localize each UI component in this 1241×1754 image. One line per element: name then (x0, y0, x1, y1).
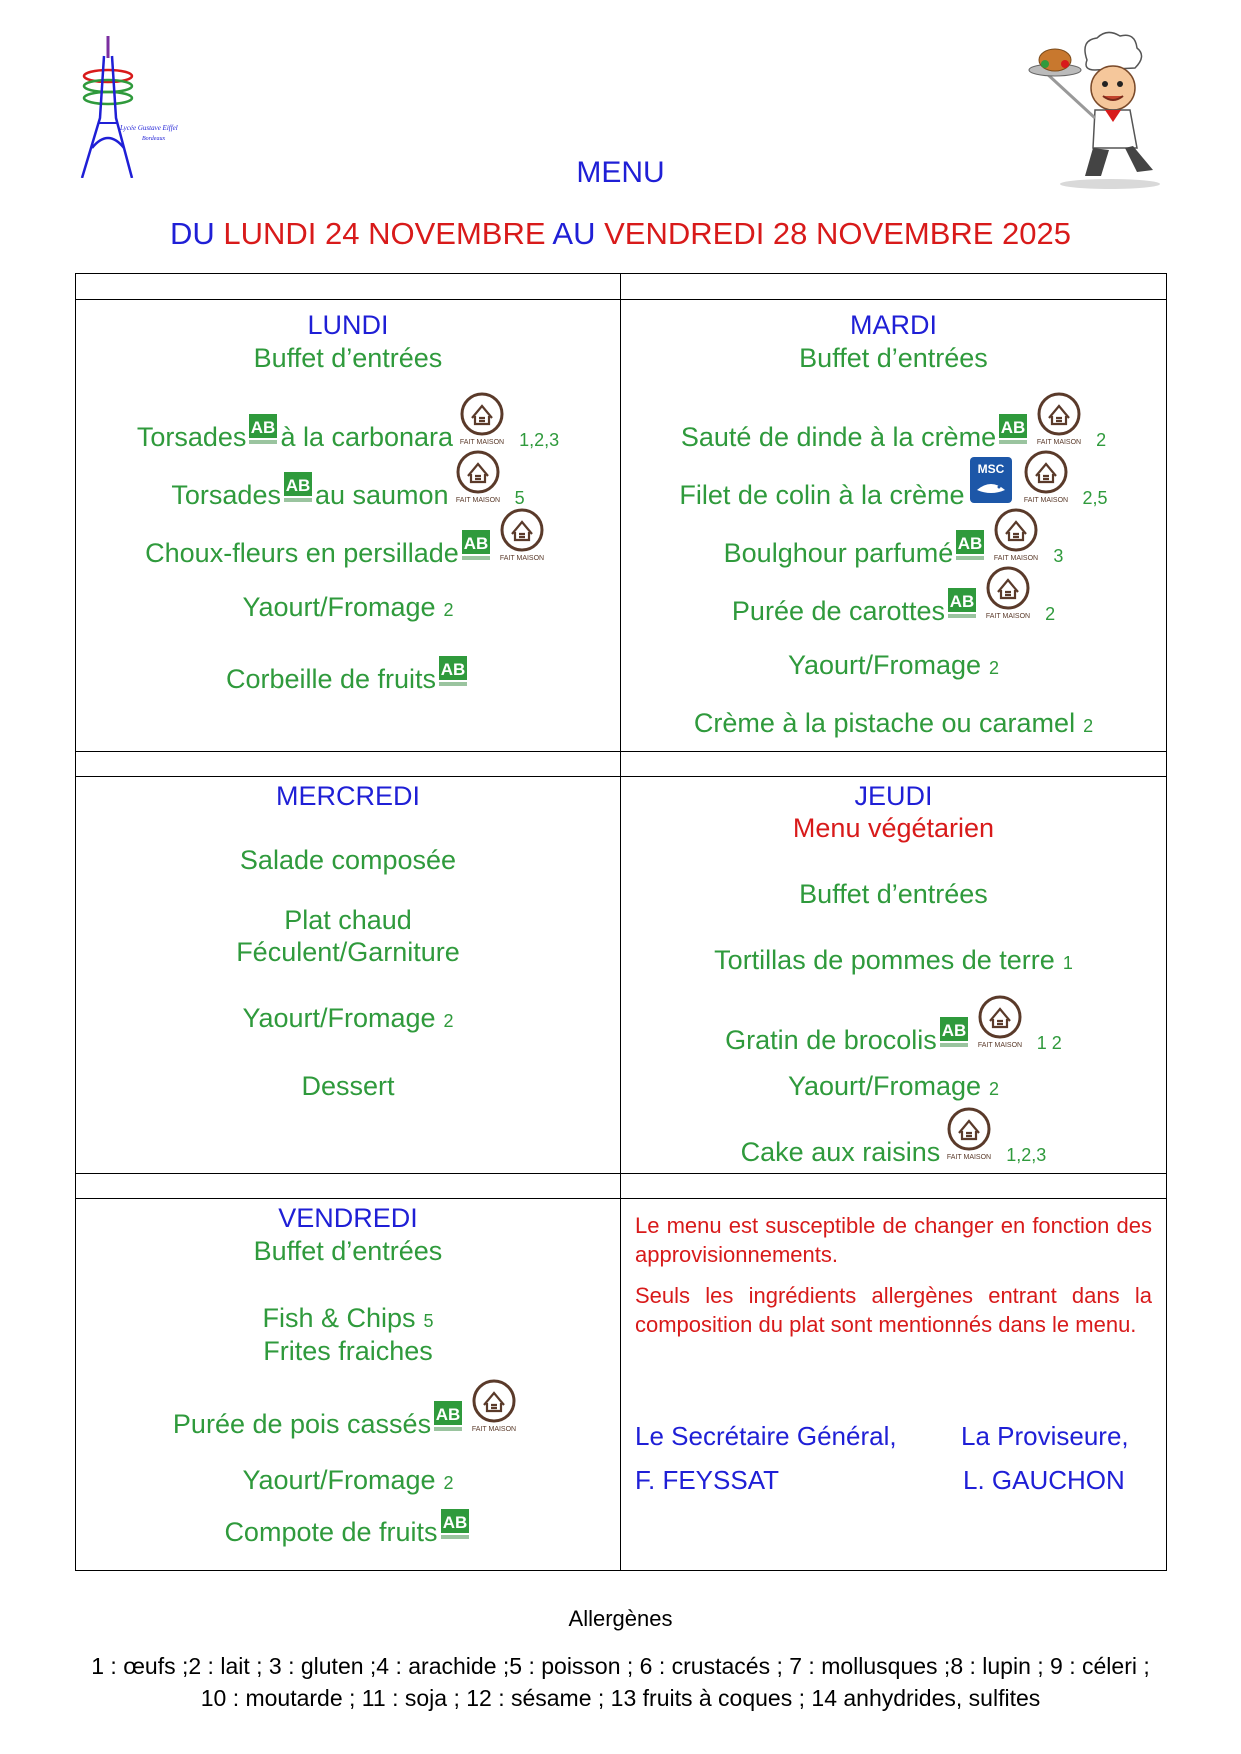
fait-maison-icon (455, 392, 509, 453)
svg-text:AB: AB (949, 592, 975, 611)
allergen-codes: 2 (443, 1011, 454, 1031)
fait-maison-icon (1019, 450, 1073, 511)
monday-dish-1: Torsades AB à la carbonara FAIT MAISON 1,2,3 (76, 392, 620, 453)
day-tuesday: MARDI (850, 310, 937, 340)
allergen-codes: 2 (1096, 430, 1107, 450)
allergen-codes: 2,5 (1082, 488, 1108, 508)
fait-maison-icon (495, 508, 549, 569)
tuesday-dish-1: Sauté de dinde à la crème AB FAIT MAISON 2 (621, 392, 1166, 453)
allergen-codes: 2 (1045, 604, 1056, 624)
day-monday: LUNDI (307, 310, 389, 340)
bio-ab-icon (283, 468, 313, 511)
tuesday-dish-2: Filet de colin à la crème MSC FAIT MAISON 2,5 (621, 450, 1166, 511)
school-name: Lycée Gustave Eiffel (120, 124, 178, 132)
bio-ab-icon (998, 410, 1028, 453)
allergens-title: Allergènes (568, 1606, 673, 1631)
signature-name-2: L. GAUCHON (963, 1465, 1125, 1495)
wednesday-dessert: Dessert (301, 1071, 395, 1101)
bio-ab-icon (438, 652, 468, 695)
range-du: DU (169, 216, 215, 251)
friday-cell (76, 1199, 621, 1571)
menu-title: MENU (576, 156, 665, 189)
fait-maison-icon (451, 450, 505, 511)
svg-text:FAIT MAISON: FAIT MAISON (985, 613, 1031, 620)
allergen-codes: 1 2 (1036, 1033, 1062, 1053)
fait-maison-icon (942, 1107, 996, 1168)
wednesday-dairy: Yaourt/Fromage 2 (242, 1003, 454, 1033)
friday-dessert: Compote de fruits AB (76, 1505, 620, 1548)
date-range (0, 216, 1241, 252)
svg-text:AB: AB (442, 1513, 467, 1532)
monday-starter: Buffet d’entrées (253, 343, 443, 373)
allergen-codes: 5 (514, 488, 525, 508)
svg-text:AB: AB (941, 1021, 967, 1040)
monday-dish-2: Torsades AB au saumon FAIT MAISON 5 (76, 450, 620, 511)
friday-side: Frites fraiches (263, 1336, 433, 1366)
thursday-dish-1: Tortillas de pommes de terre 1 (714, 945, 1073, 975)
bio-ab-icon (939, 1013, 969, 1056)
thursday-dairy: Yaourt/Fromage 2 (787, 1071, 1000, 1101)
notes-cell (621, 1199, 1167, 1571)
tuesday-dessert: Crème à la pistache ou caramel 2 (693, 708, 1094, 738)
wednesday-side: Féculent/Garniture (236, 937, 460, 967)
note-supply: Le menu est susceptible de changer en fonction des approvisionnements. (635, 1213, 1152, 1267)
signature-name-1: F. FEYSSAT (635, 1465, 779, 1495)
allergen-codes: 2 (1083, 716, 1094, 736)
svg-text:FAIT MAISON: FAIT MAISON (499, 555, 544, 562)
fait-maison-icon (973, 995, 1027, 1056)
monday-dairy: Yaourt/Fromage 2 (242, 592, 454, 622)
friday-main: Fish & Chips 5 (262, 1303, 434, 1333)
tuesday-cell (621, 300, 1167, 752)
thursday-cell (621, 777, 1167, 1174)
wednesday-starter: Salade composée (239, 845, 457, 875)
svg-text:AB: AB (435, 1405, 461, 1424)
day-thursday: JEUDI (854, 781, 933, 811)
tuesday-dish-4: Purée de carottes AB FAIT MAISON 2 (621, 566, 1166, 627)
allergen-codes: 5 (423, 1311, 434, 1331)
allergen-codes: 2 (443, 600, 454, 620)
svg-text:AB: AB (958, 534, 983, 553)
svg-text:AB: AB (440, 660, 466, 679)
thursday-starter: Buffet d’entrées (799, 879, 988, 909)
bio-ab-icon (440, 1505, 470, 1548)
allergen-codes: 2 (989, 1079, 1000, 1099)
fait-maison-icon (467, 1379, 521, 1440)
range-end: VENDREDI 28 NOVEMBRE 2025 (604, 216, 1072, 251)
allergen-codes: 2 (443, 1473, 454, 1493)
msc-label-icon (969, 456, 1013, 511)
signature-title-2: La Proviseure, (961, 1421, 1129, 1451)
vegetarian-label: Menu végétarien (792, 813, 995, 843)
bio-ab-icon (433, 1397, 463, 1440)
svg-text:AB: AB (251, 418, 276, 437)
friday-starter: Buffet d’entrées (253, 1236, 443, 1266)
svg-text:FAIT MAISON: FAIT MAISON (1023, 497, 1068, 504)
svg-text:MSC: MSC (977, 462, 1004, 476)
svg-text:FAIT MAISON: FAIT MAISON (459, 439, 505, 446)
bio-ab-icon (955, 526, 985, 569)
allergen-codes: 2 (989, 658, 1000, 678)
fait-maison-icon (1032, 392, 1086, 453)
fait-maison-icon (981, 566, 1035, 627)
note-allergens: Seuls les ingrédients allergènes entrant dans la composition du plat sont mentionnés dans le menu. (635, 1283, 1152, 1337)
friday-puree: Purée de pois cassés AB FAIT MAISON (76, 1379, 620, 1440)
tuesday-starter: Buffet d’entrées (799, 343, 988, 373)
allergen-codes: 1 (1062, 953, 1073, 973)
bio-ab-icon (248, 410, 278, 453)
school-city: Bordeaux (142, 136, 166, 142)
bio-ab-icon (947, 584, 977, 627)
thursday-dish-2: Gratin de brocolis AB FAIT MAISON 1 2 (621, 995, 1166, 1056)
thursday-dessert: Cake aux raisins FAIT MAISON 1,2,3 (621, 1107, 1166, 1168)
svg-text:AB: AB (463, 534, 489, 553)
range-start: LUNDI 24 NOVEMBRE (223, 216, 546, 251)
svg-text:FAIT MAISON: FAIT MAISON (455, 497, 500, 504)
allergen-codes: 3 (1053, 546, 1064, 566)
range-au: AU (552, 216, 596, 251)
svg-text:FAIT MAISON: FAIT MAISON (994, 555, 1039, 562)
svg-text:AB: AB (285, 476, 311, 495)
svg-text:FAIT MAISON: FAIT MAISON (1036, 439, 1082, 446)
friday-dairy: Yaourt/Fromage 2 (242, 1465, 454, 1495)
svg-text:FAIT MAISON: FAIT MAISON (947, 1154, 992, 1161)
day-friday: VENDREDI (278, 1203, 418, 1233)
svg-text:AB: AB (1000, 418, 1026, 437)
tuesday-dish-3: Boulghour parfumé AB FAIT MAISON 3 (621, 508, 1166, 569)
tuesday-dairy: Yaourt/Fromage 2 (787, 650, 1000, 680)
svg-text:FAIT MAISON: FAIT MAISON (977, 1042, 1022, 1049)
fait-maison-icon (989, 508, 1043, 569)
day-wednesday: MERCREDI (275, 781, 420, 811)
allergen-codes: 1,2,3 (519, 430, 560, 450)
wednesday-cell (76, 777, 621, 1174)
svg-text:FAIT MAISON: FAIT MAISON (471, 1426, 517, 1433)
allergen-codes: 1,2,3 (1006, 1145, 1047, 1165)
menu-grid (75, 273, 1167, 1571)
wednesday-main: Plat chaud (284, 905, 412, 935)
signature-title-1: Le Secrétaire Général, (635, 1421, 897, 1451)
bio-ab-icon (461, 526, 491, 569)
allergens-list: 1 : œufs ;2 : lait ; 3 : gluten ;4 : arachide ;5 : poisson ; 6 : crustacés ; 7 : mollusques ;8 : lupin ; 9 : céleri ; 10 : moutarde ; 11 : soja ; 12 : sésame ; 13 fruits à coques ; 14 anhydrides, sulfites (91, 1653, 1150, 1711)
monday-dish-3: Choux-fleurs en persillade AB FAIT MAISON (76, 508, 620, 569)
monday-fruit: Corbeille de fruits AB (76, 652, 620, 695)
monday-cell (76, 300, 621, 752)
